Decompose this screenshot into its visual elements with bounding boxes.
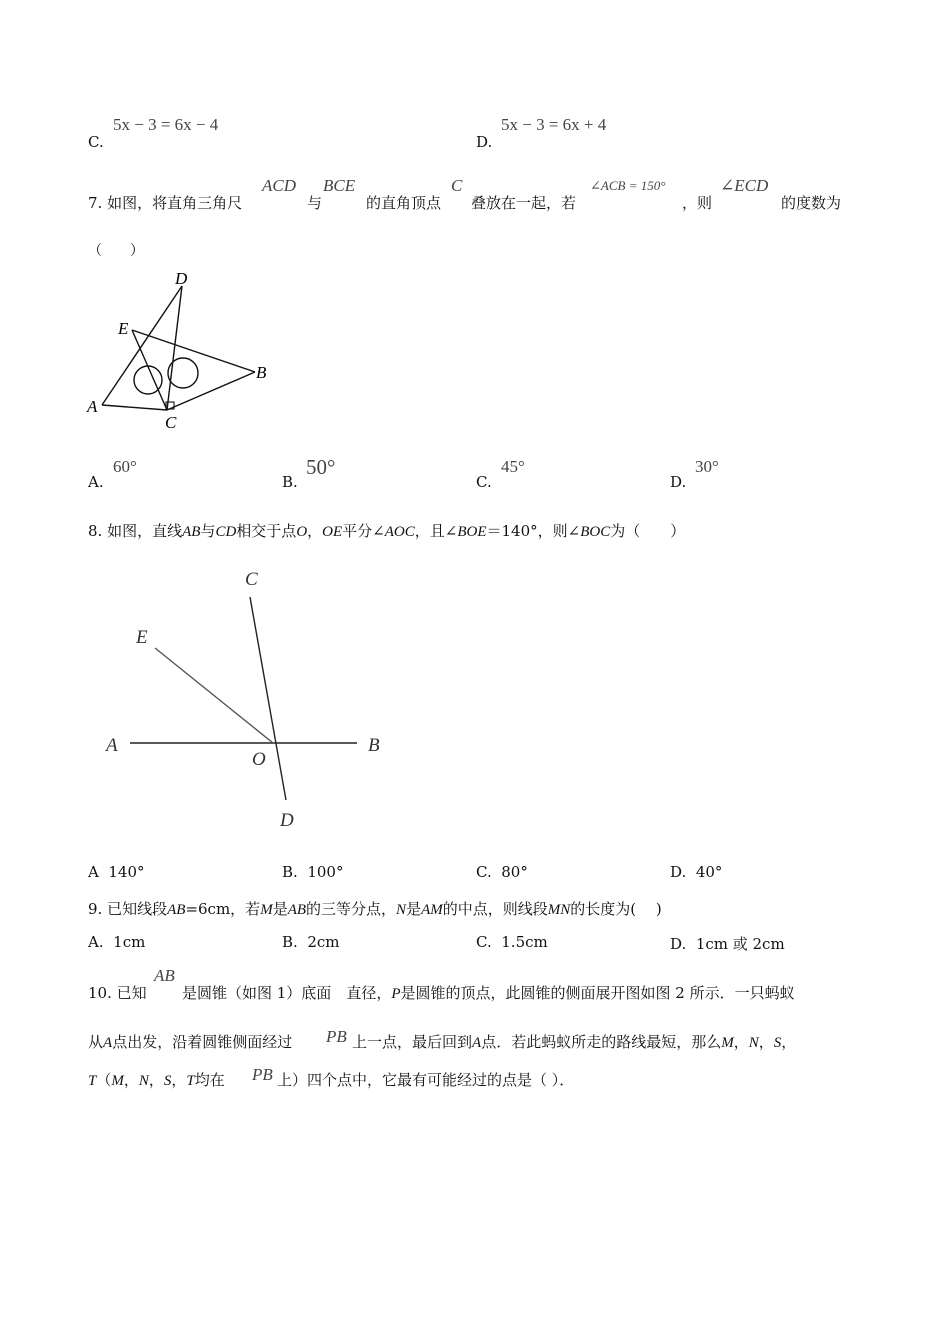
option-b-label: B. [282, 863, 298, 881]
point-label-e: E [136, 627, 148, 648]
option-a-label: A [88, 863, 99, 881]
option-d: D. 1cm 或 2cm [670, 935, 785, 953]
option-c [476, 863, 528, 881]
point-label-o: O [252, 749, 266, 770]
math-pb: PB [326, 1027, 347, 1046]
option-d-label: D. [670, 863, 687, 881]
option-c-label: C. [88, 133, 104, 151]
question-9-line: 9. 已知线段AB=6cm，若M是AB的三等分点，N是AM的中点，则线段MN的长度为( ) [88, 900, 662, 918]
segment-ac [102, 405, 167, 410]
ruler-hole-left [134, 366, 162, 394]
option-b-value: 100° [307, 863, 344, 881]
option-d-label: D. [670, 473, 687, 491]
point-label-b: B [368, 735, 380, 756]
answer-parentheses: （ ） [88, 243, 144, 259]
option-a: A. 1cm [88, 933, 146, 951]
point-label-c: C [245, 569, 258, 590]
option-a-label: A. [88, 473, 104, 491]
question-10-line-3b: 上）四个点中，它最有可能经过的点是（ ）． [277, 1071, 575, 1089]
option-b-value: 50° [306, 455, 336, 479]
option-d [670, 863, 722, 881]
math-angle-acb: ∠ACB = 150° [590, 178, 666, 193]
math-pb: PB [252, 1065, 273, 1084]
question-text: 的直角顶点 [366, 194, 442, 212]
option-d-value: 40° [695, 863, 723, 881]
question-number: 7. [88, 194, 103, 212]
question-text: 如图，将直角三角尺 [107, 194, 243, 212]
option-b-label: B. [282, 473, 298, 491]
point-label-d: D [280, 810, 294, 831]
point-label-b: B [256, 363, 267, 382]
segment-cb [167, 372, 255, 410]
option-d-value: 30° [695, 457, 719, 476]
question-text: 的度数为 [781, 194, 842, 212]
question-text: 叠放在一起，若 [471, 194, 577, 212]
option-c-value: 80° [501, 863, 528, 881]
question-text: 与 [307, 194, 323, 212]
math-angle-ecd: ∠ECD [720, 176, 769, 195]
question-10-line-2b: 上一点，最后回到A点．若此蚂蚁所走的路线最短，那么M，N，S， [352, 1033, 797, 1051]
question-10-line-1a: 10. 已知 [88, 984, 147, 1002]
option-c-equation: 5x − 3 = 6x − 4 [113, 115, 219, 134]
option-d-equation: 5x − 3 = 6x + 4 [501, 115, 607, 134]
option-c-label: C. [476, 863, 492, 881]
ray-oe [155, 648, 273, 743]
question-number: 9. [88, 900, 103, 918]
option-b: B. 2cm [282, 933, 340, 951]
option-a-value: 60° [113, 457, 137, 476]
question-text: ，则 [682, 194, 713, 212]
option-a [88, 863, 145, 881]
option-d-label: D. [476, 133, 493, 151]
question-number: 8. [88, 522, 103, 540]
question-8-line: 8. 如图，直线AB与CD相交于点O，OE平分∠AOC，且∠BOE＝140°，则∠BOC为（ ） [88, 522, 686, 540]
option-c-label: C. [476, 473, 492, 491]
point-label-d: D [175, 269, 188, 288]
ruler-hole-right [168, 358, 198, 388]
question-7-line [88, 192, 242, 213]
point-label-e: E [118, 319, 129, 338]
math-acd: ACD [262, 176, 296, 195]
q7-figure [80, 268, 280, 433]
question-10-line-1b: 是圆锥（如图 1）底面 直径，P是圆锥的顶点，此圆锥的侧面展开图如图 2 所示．一只蚂蚁 [182, 984, 795, 1002]
option-b [282, 863, 343, 881]
question-number: 10. [88, 984, 112, 1002]
point-label-c: C [165, 413, 177, 432]
math-c: C [451, 176, 463, 195]
math-bce: BCE [323, 176, 356, 195]
point-label-a: A [87, 397, 98, 416]
question-10-line-3a: T（M，N，S，T均在 [88, 1071, 225, 1089]
option-c: C. 1.5cm [476, 933, 548, 951]
math-ab: AB [154, 966, 175, 985]
option-c-value: 45° [501, 457, 525, 476]
option-a-value: 140° [108, 863, 145, 881]
q8-figure [100, 560, 400, 835]
question-10-line-2a: 从A点出发，沿着圆锥侧面经过 [88, 1033, 293, 1051]
point-label-a: A [106, 735, 118, 756]
